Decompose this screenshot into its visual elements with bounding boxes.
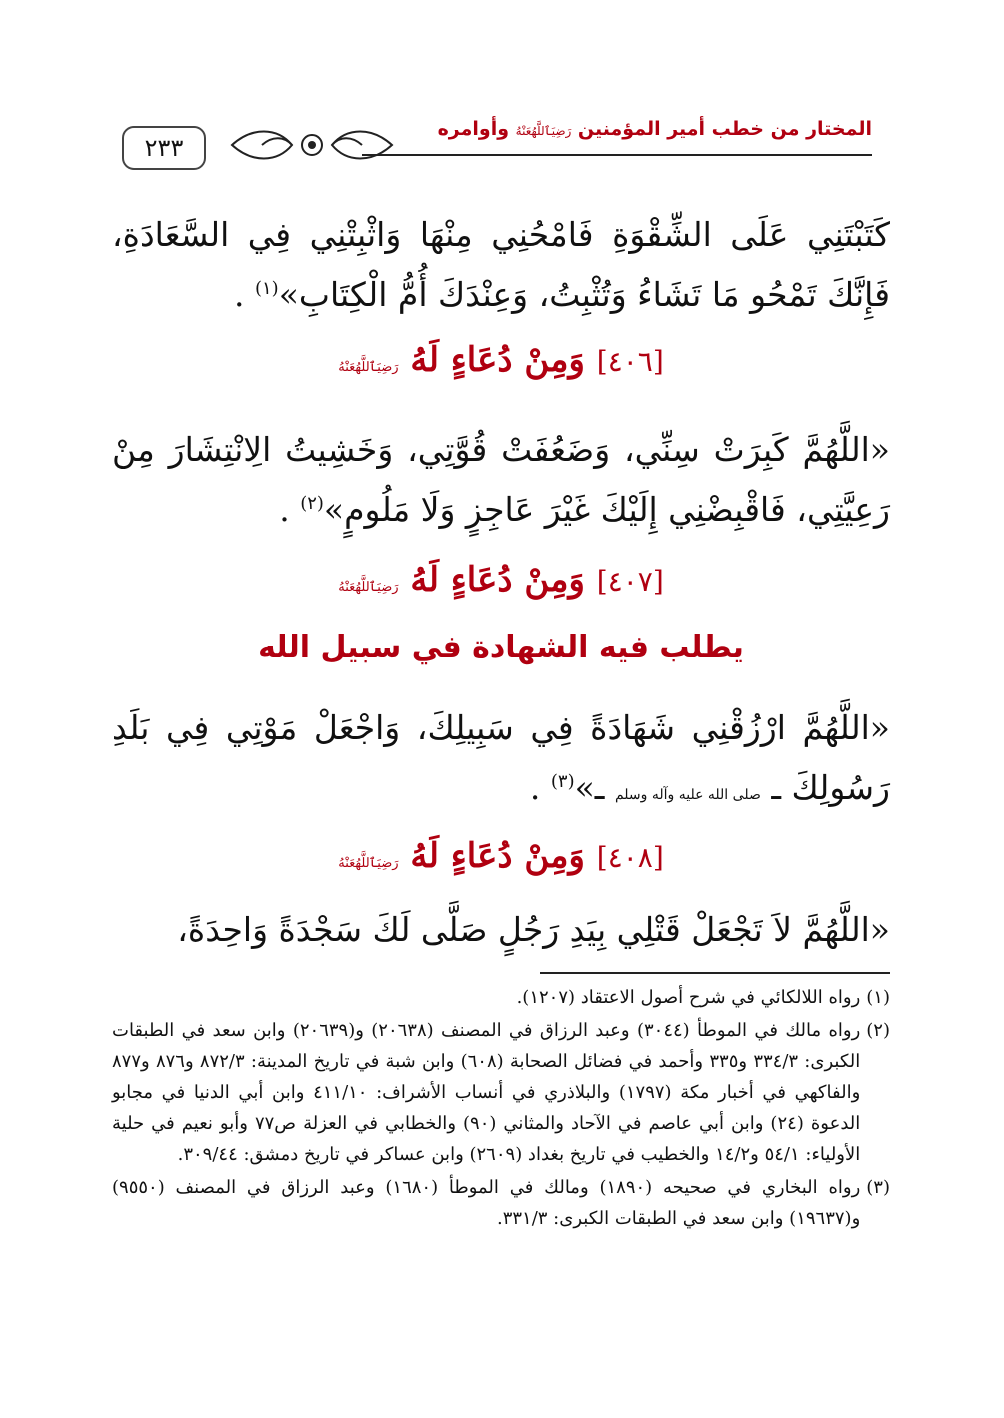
footnote-item (112, 982, 890, 1013)
footnotes (112, 982, 890, 1236)
paragraph-3-text: «اللَّهُمَّ ارْزُقْنِي شَهَادَةً فِي سَبِيلِكَ، وَاجْعَلْ مَوْتِي فِي بَلَدِ رَسُولِكَ ـ (112, 708, 890, 807)
section-number: [٤٠٧] (596, 565, 664, 598)
footnote-text: رواه اللالكائي في شرح أصول الاعتقاد (١٢٠٧). (516, 987, 861, 1008)
running-title-end: وأوامره (437, 118, 510, 140)
section-subtitle: يطلب فيه الشهادة في سبيل الله (258, 630, 744, 665)
running-title-honor: رَضِيَٱللَّهُعَنْهُ (515, 124, 572, 138)
running-title (438, 118, 872, 140)
paragraph-2 (112, 420, 890, 540)
footnote-ref-2: (٢) (300, 493, 324, 514)
section-title: وَمِنْ دُعَاءٍ لَهُ (410, 836, 585, 876)
paragraph-4-text: «اللَّهُمَّ لاَ تَجْعَلْ قَتْلِي بِيَدِ رَجُلٍ صَلَّى لَكَ سَجْدَةً وَاحِدَةً، (177, 910, 890, 949)
prophet-honor: صلى الله عليه وآله وسلم (614, 787, 761, 803)
running-title-text: المختار من خطب أمير المؤمنين (577, 118, 872, 140)
paragraph-4 (112, 900, 890, 960)
footnote-text: رواه البخاري في صحيحه (١٨٩٠) ومالك في الموطأ (١٦٨٠) وعبد الرزاق في المصنف (٩٥٥٠) و(١٩٦٣٧) وابن سعد في الطبقات الكبرى: ٣٣١/٣. (112, 1177, 861, 1229)
footnote-number: (٢) (866, 1020, 890, 1041)
section-title: وَمِنْ دُعَاءٍ لَهُ (410, 560, 585, 600)
footnote-item (112, 1015, 890, 1170)
footnote-text: رواه مالك في الموطأ (٣٠٤٤) وعبد الرزاق في المصنف (٢٠٦٣٨) و(٢٠٦٣٩) وابن سعد في الطبقات الكبرى: ٣٣٤/٣ و٣٣٥ وأحمد في فضائل الصحابة (٦٠٨) وابن شبة في تاريخ المدينة: ٨٧٢/٣ و٨٧٦ و٨٧٧ والفاكهي في أخبار مكة (١٧٩٧) والبلاذري في أنساب الأشراف: ٤١١/١٠ وابن أبي الدنيا في مجابو الدعوة (٢٤) وابن أبي عاصم في الآحاد والمثاني (٩٠) والخطابي في العزلة ص٧٧ وأبو نعيم في حلية الأولياء: ٥٤/١ و١٤/٢ والخطيب في تاريخ بغداد (٢٦٠٩) وابن عساكر في تاريخ دمشق: ٣٠٩/٤٤. (112, 1020, 861, 1165)
paragraph-1 (112, 205, 890, 325)
section-honor: رَضِيَٱللَّهُعَنْهُ (338, 856, 399, 871)
section-heading-406 (112, 340, 890, 380)
footnote-ref-1: (١) (254, 278, 279, 299)
footnote-number: (٣) (866, 1177, 890, 1198)
paragraph-1-end: . (233, 275, 255, 314)
paragraph-1-text: كَتَبْتَنِي عَلَى الشِّقْوَةِ فَامْحُنِي مِنْهَا وَاثْبِتْنِي فِي السَّعَادَةِ، فَإِنَّكَ تَمْحُو مَا تَشَاءُ وَتُثْبِتُ، وَعِنْدَكَ أُمُّ الْكِتَابِ» (112, 215, 890, 314)
paragraph-3-tail: ـ» (574, 768, 615, 807)
paragraph-3-end: . (529, 768, 551, 807)
section-heading-408 (112, 836, 890, 876)
section-heading-407 (112, 560, 890, 600)
footnote-item (112, 1172, 890, 1234)
section-title: وَمِنْ دُعَاءٍ لَهُ (410, 340, 585, 380)
section-number: [٤٠٦] (596, 345, 664, 378)
page-number: ٢٣٣ (122, 126, 206, 170)
paragraph-3 (112, 698, 890, 825)
footnote-number: (١) (866, 987, 890, 1008)
section-honor: رَضِيَٱللَّهُعَنْهُ (338, 360, 399, 375)
footnote-ref-3: (٣) (550, 771, 575, 792)
header-ornament-icon (222, 122, 402, 168)
paragraph-2-end: . (279, 490, 301, 529)
header-rule (362, 154, 872, 156)
section-number: [٤٠٨] (596, 841, 664, 874)
page-header (112, 112, 872, 182)
section-honor: رَضِيَٱللَّهُعَنْهُ (338, 580, 399, 595)
paragraph-2-text: «اللَّهُمَّ كَبِرَتْ سِنِّي، وَضَعُفَتْ قُوَّتِي، وَخَشِيتُ الِانْتِشَارَ مِنْ رَعِيَّتِي، فَاقْبِضْنِي إِلَيْكَ غَيْرَ عَاجِزٍ وَلَا مَلُومٍ» (112, 430, 890, 529)
footnote-separator (540, 972, 890, 974)
